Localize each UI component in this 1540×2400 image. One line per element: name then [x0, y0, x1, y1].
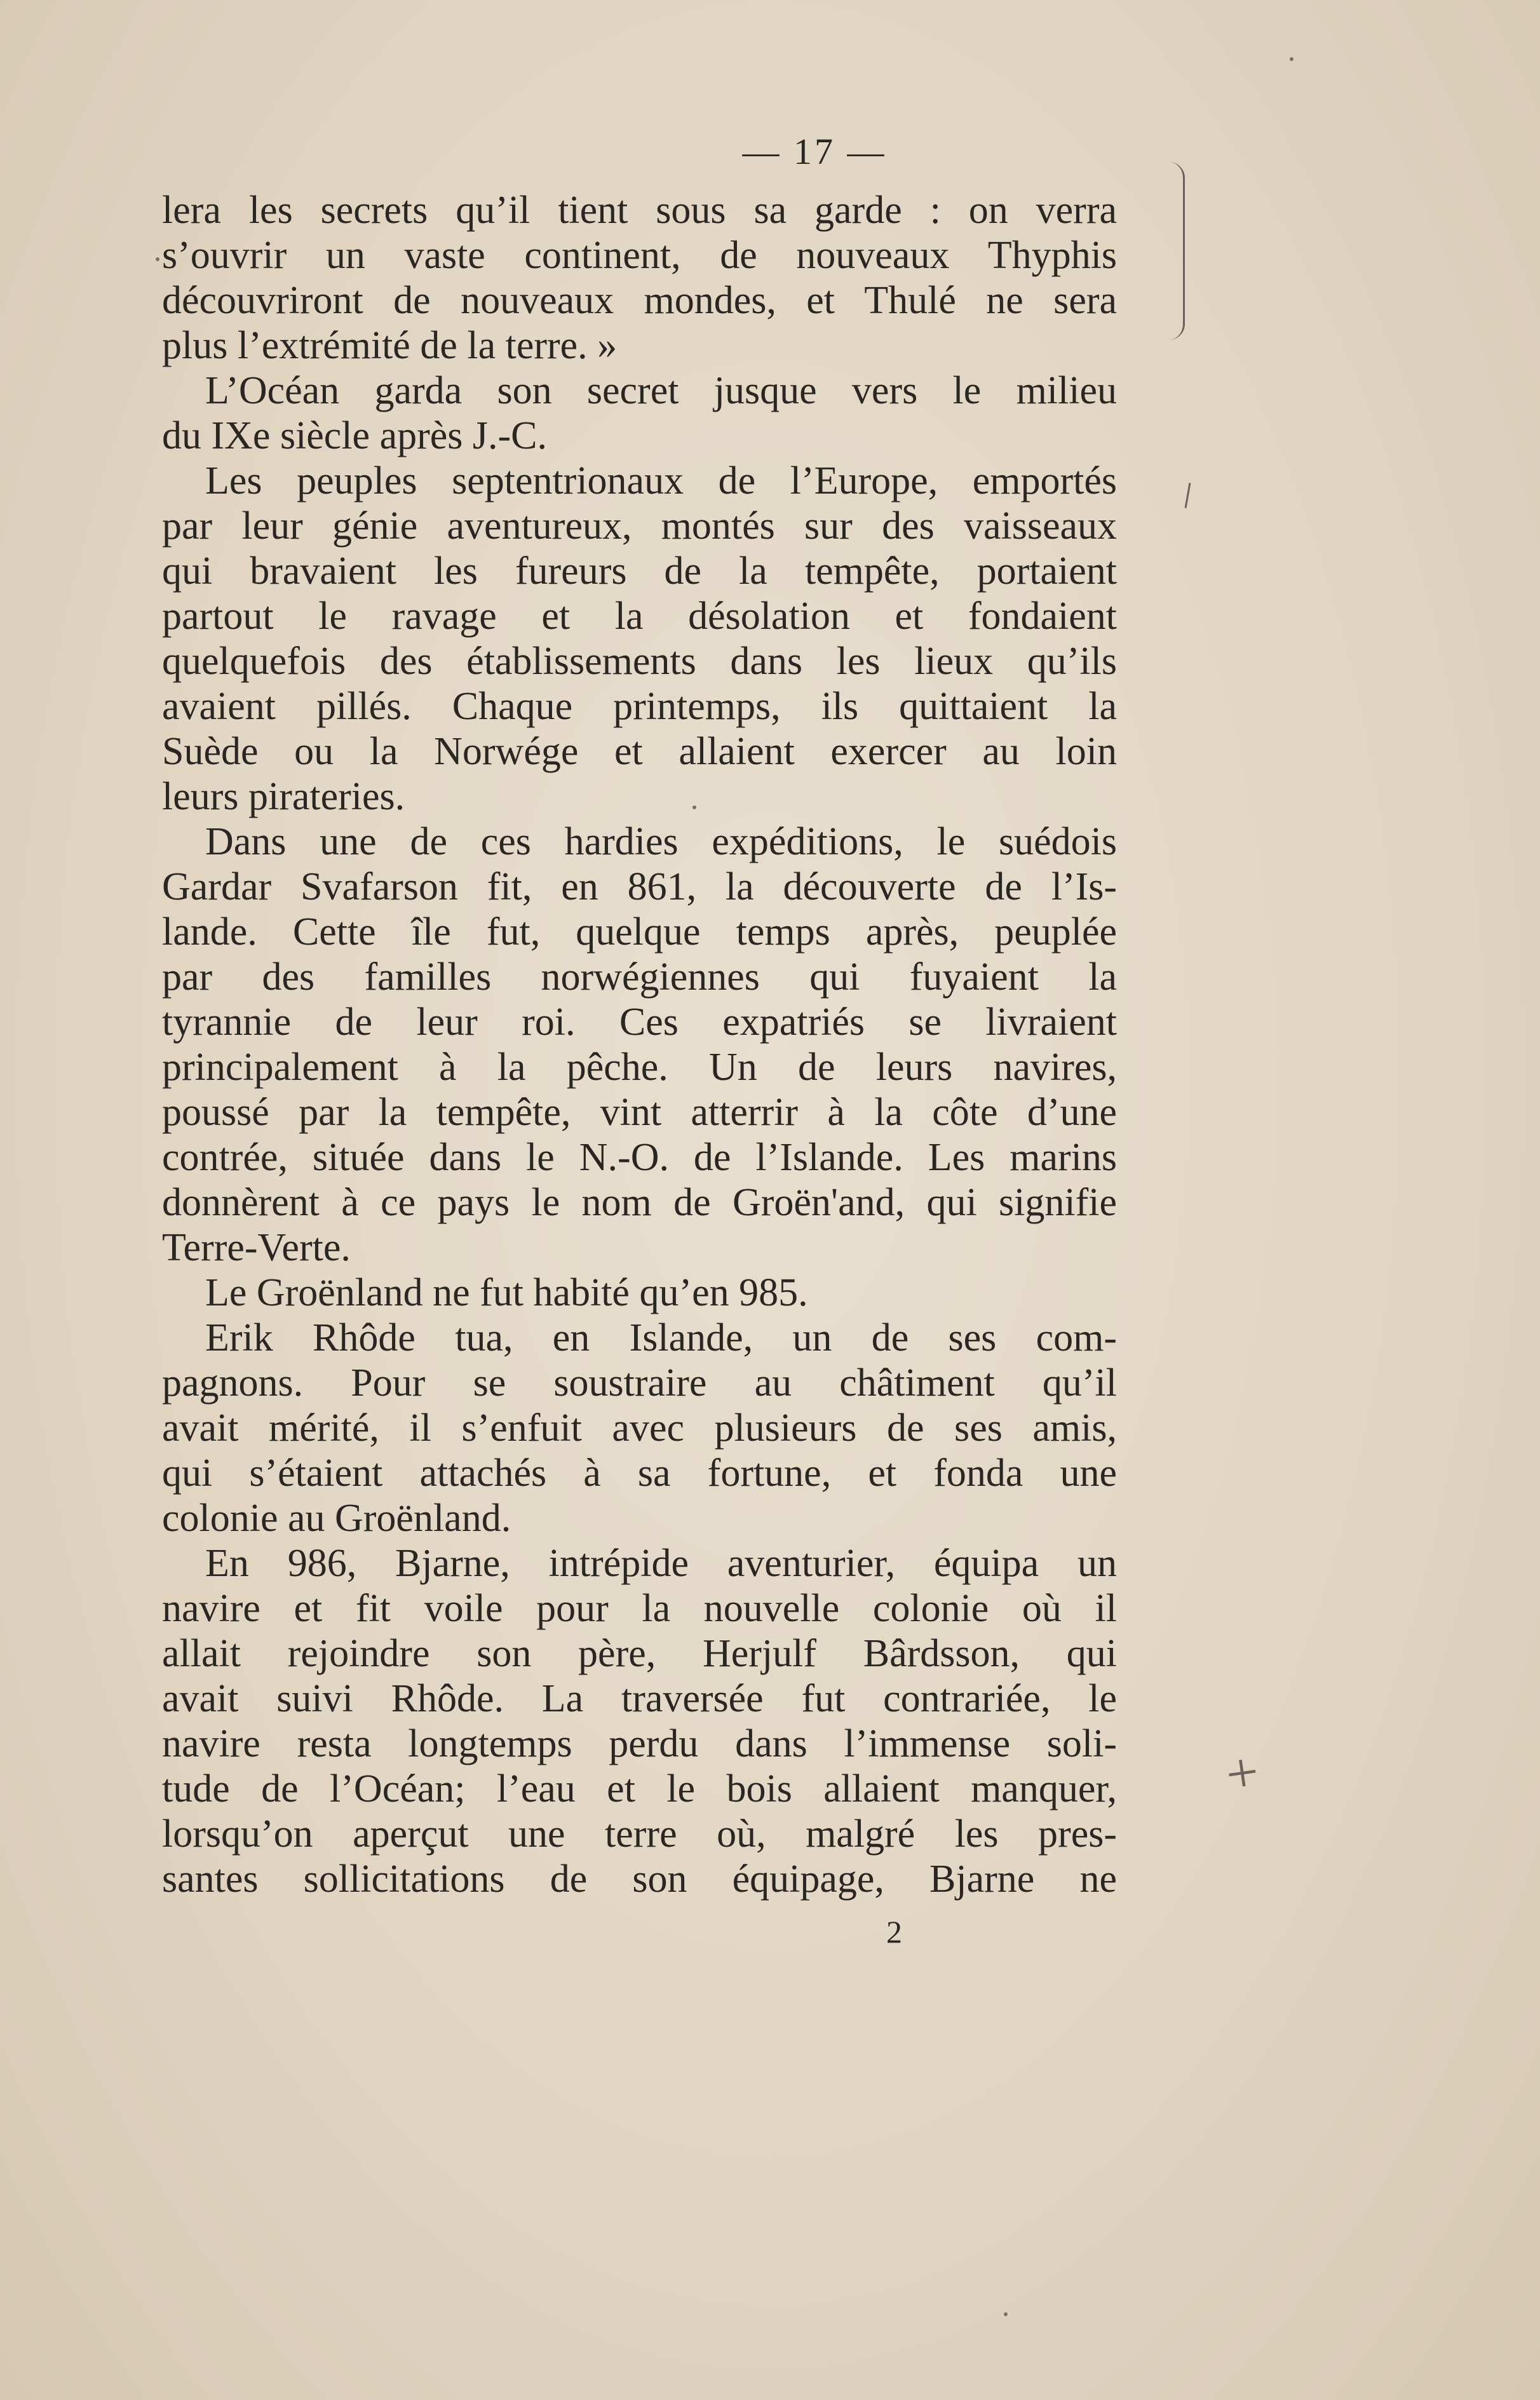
text-line: Le Groënland ne fut habité qu’en 985.: [205, 1271, 808, 1314]
speck: [1290, 57, 1293, 61]
text-line: poussé par la tempête, vint atterrir à la côte d’une: [162, 1091, 1117, 1134]
text-line: donnèrent à ce pays le nom de Groën'and, qui signifie: [162, 1181, 1117, 1224]
text-line: qui bravaient les fureurs de la tempête, portaient: [162, 549, 1117, 593]
signature-mark: 2: [886, 1914, 902, 1950]
text-line: Gardar Svafarson fit, en 861, la découverte de l’Is-: [162, 865, 1117, 908]
text-line: par leur génie aventureux, montés sur des vaisseaux: [162, 504, 1117, 548]
text-line: avait mérité, il s’enfuit avec plusieurs de ses amis,: [162, 1406, 1117, 1450]
text-line: Erik Rhôde tua, en Islande, un de ses com-: [205, 1316, 1117, 1359]
text-line: pagnons. Pour se soustraire au châtiment qu’il: [162, 1361, 1117, 1405]
text-line: avaient pillés. Chaque printemps, ils quittaient la: [162, 685, 1117, 728]
text-line: partout le ravage et la désolation et fondaient: [162, 595, 1117, 638]
speck: [156, 257, 159, 261]
margin-bracket-mark: [1169, 162, 1185, 340]
text-line: Dans une de ces hardies expéditions, le suédois: [205, 820, 1117, 863]
text-line: santes sollicitations de son équipage, Bjarne ne: [162, 1857, 1117, 1901]
page-number: — 17 —: [742, 131, 887, 172]
text-line: s’ouvrir un vaste continent, de nouveaux Thyphis: [162, 234, 1117, 277]
text-line: Suède ou la Norwége et allaient exercer au loin: [162, 730, 1117, 773]
text-line: tude de l’Océan; l’eau et le bois allaient manquer,: [162, 1767, 1117, 1810]
text-line: tyrannie de leur roi. Ces expatriés se livraient: [162, 1001, 1117, 1044]
page-header: [0, 130, 1540, 173]
text-line: quelquefois des établissements dans les lieux qu’ils: [162, 640, 1117, 683]
text-line: Terre-Verte.: [162, 1226, 351, 1269]
text-line: En 986, Bjarne, intrépide aventurier, équipa un: [205, 1542, 1117, 1585]
text-line: lande. Cette île fut, quelque temps après, peuplée: [162, 910, 1117, 954]
text-line: navire et fit voile pour la nouvelle colonie où il: [162, 1587, 1117, 1630]
text-line: par des familles norwégiennes qui fuyaient la: [162, 955, 1117, 999]
margin-tick-mark: [1185, 483, 1191, 508]
text-line: contrée, située dans le N.-O. de l’Islande. Les marins: [162, 1136, 1117, 1179]
text-line: Les peuples septentrionaux de l’Europe, emportés: [205, 459, 1117, 502]
text-line: L’Océan garda son secret jusque vers le milieu: [205, 369, 1117, 412]
text-line: colonie au Groënland.: [162, 1497, 511, 1540]
text-line: plus l’extrémité de la terre. »: [162, 324, 618, 367]
text-line: avait suivi Rhôde. La traversée fut contrariée, le: [162, 1677, 1117, 1720]
speck: [692, 806, 696, 809]
text-line: du IXe siècle après J.-C.: [162, 414, 548, 457]
text-line: principalement à la pêche. Un de leurs navires,: [162, 1046, 1117, 1089]
text-line: lorsqu’on aperçut une terre où, malgré les pres-: [162, 1812, 1117, 1856]
text-line: allait rejoindre son père, Herjulf Bârdsson, qui: [162, 1632, 1117, 1675]
text-line: navire resta longtemps perdu dans l’immense soli-: [162, 1722, 1117, 1765]
text-line: qui s’étaient attachés à sa fortune, et fonda une: [162, 1452, 1117, 1495]
text-line: lera les secrets qu’il tient sous sa garde : on verra: [162, 189, 1117, 232]
speck: [1004, 2312, 1008, 2316]
text-line: découvriront de nouveaux mondes, et Thulé ne sera: [162, 279, 1117, 322]
text-line: leurs pirateries.: [162, 775, 405, 818]
body-text: [162, 188, 1117, 1902]
margin-cross-mark: +: [1222, 1739, 1263, 1807]
